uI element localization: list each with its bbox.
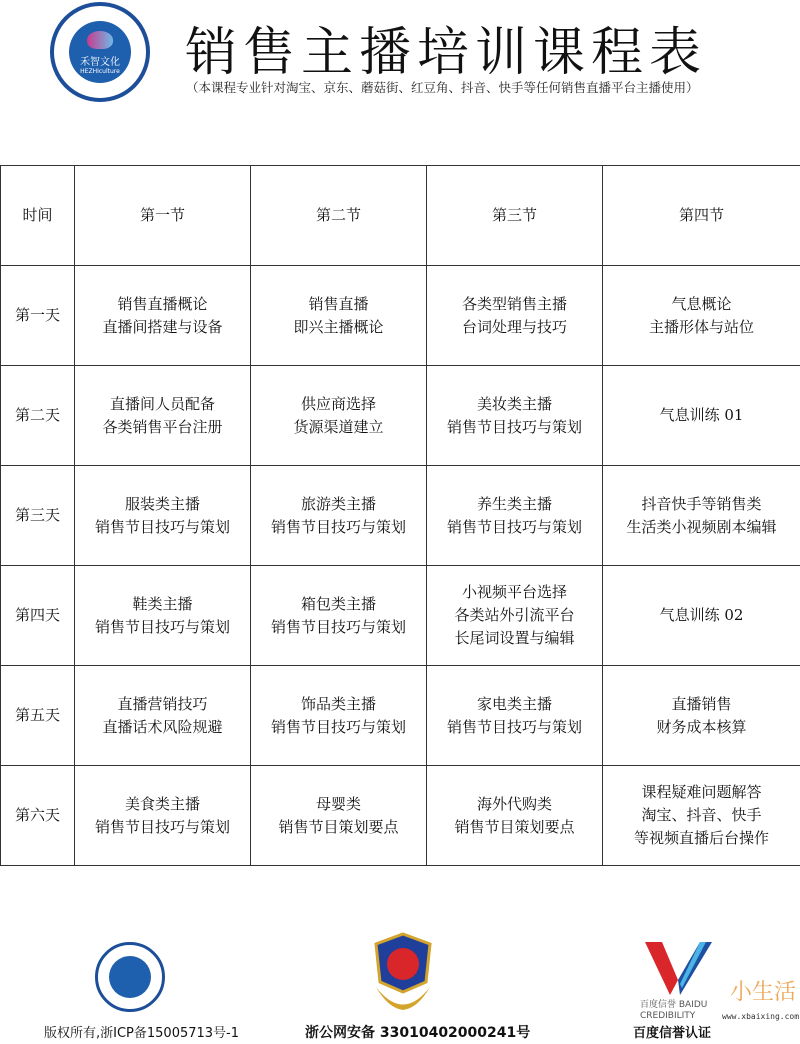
table-cell: 销售直播 即兴主播概论 [251, 266, 427, 366]
copyright-text: 版权所有,浙ICP备15005713号-1 [44, 1026, 240, 1041]
table-cell: 直播销售 财务成本核算 [603, 666, 800, 766]
table-row [1, 766, 800, 866]
table-row [1, 366, 800, 466]
table-cell: 箱包类主播 销售节目技巧与策划 [251, 566, 427, 666]
table-row [1, 566, 800, 666]
day-label: 第三天 [1, 466, 75, 566]
police-record-text: 浙公网安备 33010402000241号 [305, 1025, 531, 1041]
page-subtitle: （本课程专业针对淘宝、京东、蘑菇街、红豆角、抖音、快手等任何销售直播平台主播使用） [186, 80, 699, 95]
day-label: 第四天 [1, 566, 75, 666]
baidu-cert-text: 百度信誉认证 [633, 1026, 712, 1041]
table-cell: 小视频平台选择 各类站外引流平台 长尾词设置与编辑 [427, 566, 603, 666]
table-cell: 各类型销售主播 台词处理与技巧 [427, 266, 603, 366]
table-cell: 直播间人员配备 各类销售平台注册 [75, 366, 251, 466]
table-row [1, 266, 800, 366]
logo-subtext: HEZHIculture [80, 68, 120, 75]
table-cell: 旅游类主播 销售节目技巧与策划 [251, 466, 427, 566]
table-cell: 鞋类主播 销售节目技巧与策划 [75, 566, 251, 666]
brand-logo [50, 2, 150, 102]
table-row [1, 466, 800, 566]
table-header-row [1, 166, 800, 266]
table-cell: 母婴类 销售节目策划要点 [251, 766, 427, 866]
page-title: 销售主播培训课程表 [185, 23, 708, 83]
day-label: 第五天 [1, 666, 75, 766]
day-label: 第六天 [1, 766, 75, 866]
baidu-credibility-logo [640, 940, 720, 998]
police-badge-icon [368, 932, 438, 1014]
logo-text: 禾智文化 [80, 57, 120, 68]
table-cell: 养生类主播 销售节目技巧与策划 [427, 466, 603, 566]
table-cell: 销售直播概论 直播间搭建与设备 [75, 266, 251, 366]
table-cell: 家电类主播 销售节目技巧与策划 [427, 666, 603, 766]
column-header: 时间 [1, 166, 75, 266]
day-label: 第一天 [1, 266, 75, 366]
baidu-logo-text: 百度信誉 BAIDU CREDIBILITY [640, 1000, 708, 1021]
table-cell: 抖音快手等销售类 生活类小视频剧本编辑 [603, 466, 800, 566]
table-cell: 美食类主播 销售节目技巧与策划 [75, 766, 251, 866]
table-cell: 美妆类主播 销售节目技巧与策划 [427, 366, 603, 466]
brand-logo-small [95, 942, 165, 1012]
table-cell: 饰品类主播 销售节目技巧与策划 [251, 666, 427, 766]
table-cell: 海外代购类 销售节目策划要点 [427, 766, 603, 866]
table-cell: 课程疑难问题解答 淘宝、抖音、快手 等视频直播后台操作 [603, 766, 800, 866]
table-cell: 气息训练 02 [603, 566, 800, 666]
table-cell: 供应商选择 货源渠道建立 [251, 366, 427, 466]
column-header: 第三节 [427, 166, 603, 266]
column-header: 第一节 [75, 166, 251, 266]
watermark-url: www.xbaixing.com [722, 1012, 800, 1021]
day-label: 第二天 [1, 366, 75, 466]
table-cell: 气息概论 主播形体与站位 [603, 266, 800, 366]
table-cell: 服装类主播 销售节目技巧与策划 [75, 466, 251, 566]
watermark: 小生活 [730, 980, 797, 1005]
column-header: 第四节 [603, 166, 800, 266]
table-cell: 直播营销技巧 直播话术风险规避 [75, 666, 251, 766]
course-schedule-table [0, 165, 800, 866]
table-cell: 气息训练 01 [603, 366, 800, 466]
column-header: 第二节 [251, 166, 427, 266]
table-row [1, 666, 800, 766]
